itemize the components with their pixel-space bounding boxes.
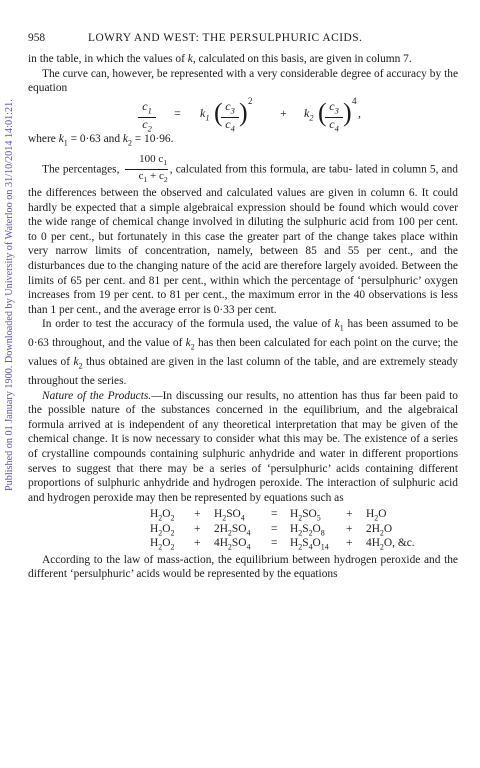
c2-label: $c_2$ (142, 117, 152, 134)
p5-body: —In discussing our results, no attention has thus far been paid to the possible nature of the substances concerned in the equilibrium, and the algebraical formula arrived at is independent of any theoretical interpretation that may be given of the chemical change. It is now necessary to consider what this may be. The existence of a series of crystalline compounds containing sulphuric anhydride and water in different proportions serves to suggest that there may be a series of ‘persulphuric’ acids containing different proportions of sulphuric anhydride and hydrogen peroxide. The interaction of sulphuric acid and hydrogen peroxide may then be represented by equations such as (28, 389, 458, 504)
fraction-c3-c4-b (325, 100, 343, 136)
exponent-4: 4 (352, 95, 357, 106)
equation-row (28, 507, 458, 522)
paren-close-2: ) (343, 97, 352, 127)
paren-close-1: ) (239, 97, 248, 127)
reactant-b: $H_2SO_4$ (214, 508, 245, 523)
c3-label: $c_3$ (221, 100, 239, 118)
paragraph-4: In order to test the accuracy of the formula used, the value of $k_1$ has been assumed to be 0·63 throughout, and the value of $k_2$ has then been calculated for each point on the curve; the values of $k_2$ thus obtained are given in the last column of the table, and are extremely steady throughout the series. (28, 318, 459, 387)
equation-row (28, 522, 458, 537)
comma: , (358, 105, 361, 120)
c4-label-2: $c_4$ (329, 117, 339, 134)
product-c: $H_2S_4O_{14}$ (290, 537, 329, 552)
chemical-equations (28, 507, 458, 551)
product-c: $H_2S_2O_8$ (290, 522, 325, 538)
section-title: Nature of the Products. (42, 389, 152, 402)
paragraph-6: According to the law of mass-action, the equilibrium between hydrogen peroxide and the different ‘persulphuric’ acids would be represented by the equations (28, 553, 458, 581)
running-title: LOWRY AND WEST: THE PERSULPHURIC ACIDS. (88, 32, 363, 44)
product-c: $H_2SO_5$ (290, 508, 321, 523)
paragraph-2: The curve can, however, be represented with a very considerable degree of accuracy by the equation (28, 67, 458, 95)
pct-numerator: 100 $c_1$ (125, 153, 168, 170)
paragraph-3 (28, 153, 458, 318)
k2-label: $k_2$ (304, 105, 314, 123)
op-plus-2: + (346, 522, 353, 535)
op-plus: + (194, 508, 201, 521)
paren-open-1: ( (214, 97, 223, 127)
op-plus: + (194, 522, 201, 535)
c3-label-2: $c_3$ (325, 100, 343, 118)
paragraph-5 (28, 389, 458, 506)
equation-1 (28, 96, 458, 132)
plus-sign: + (280, 105, 287, 120)
op-plus: + (194, 537, 201, 550)
fraction-c1-c2 (138, 100, 156, 136)
p3-rest: lated in column 5, and the differences between the observed and calculated values are given in column 6. It could hardly be expected that a simple algebraical expression should be found which would cover the wide range of chemical change involved in diluting the sulphuric acid from 100 per cent. to 0 per cent., but fortunately in this case the greater part of the change takes place within very narrow limits of concentration, namely, between 85 and 55 per cent., and the disturbances due to the changing nature of the acid are therefore largely avoided. Between the limits of 65 per cent. and 81 per cent., within which the percentage of ‘persulphuric’ oxygen increases from 19 per cent. to 81 per cent., the maximum error in the 40 observations is less than 1 per cent., and the average error is 0·33 per cent. (28, 162, 458, 316)
download-watermark: Published on 01 January 1900. Downloaded by University of Waterloo on 31/10/2014 14:01:21. (4, 99, 15, 491)
product-d: $H_2O$ (366, 508, 387, 523)
c4-label: $c_4$ (225, 117, 235, 134)
paren-open-2: ( (318, 97, 327, 127)
reactant-a: $H_2O_2$ (150, 522, 175, 538)
fraction-c3-c4-a (221, 100, 239, 136)
p3-after: , calculated from this formula, are tabu- (169, 162, 353, 175)
exponent-2: 2 (248, 95, 253, 106)
k1-label: $k_1$ (200, 105, 210, 123)
reactant-b: $4H_2SO_4$ (214, 537, 251, 552)
op-equals: = (271, 522, 278, 535)
equals-sign: = (174, 105, 181, 120)
c1-label: $c_1$ (138, 100, 156, 118)
page-header (28, 32, 458, 52)
reactant-b: $2H_2SO_4$ (214, 522, 251, 538)
reactant-a: $H_2O_2$ (150, 537, 175, 552)
paragraph-1: in the table, in which the values of k, calculated on this basis, are given in column 7. (28, 53, 412, 65)
equation-row (28, 536, 458, 551)
pct-denominator: $c_1 + c_2$ (138, 169, 168, 185)
op-plus-2: + (346, 537, 353, 550)
p3-start: The percentages, (42, 162, 120, 175)
op-equals: = (271, 537, 278, 550)
product-d: $4H_2O$, &c. (366, 537, 415, 552)
product-d: $2H_2O$ (366, 522, 393, 538)
page-number: 958 (28, 32, 46, 44)
page-body (28, 32, 458, 582)
where-line: where $k_1 = 0\cdot 63$ and $k_2 = 10\cdot 96$. (28, 132, 174, 148)
op-equals: = (271, 508, 278, 521)
reactant-a: $H_2O_2$ (150, 508, 175, 523)
op-plus-2: + (346, 508, 353, 521)
percentage-fraction (125, 153, 168, 186)
